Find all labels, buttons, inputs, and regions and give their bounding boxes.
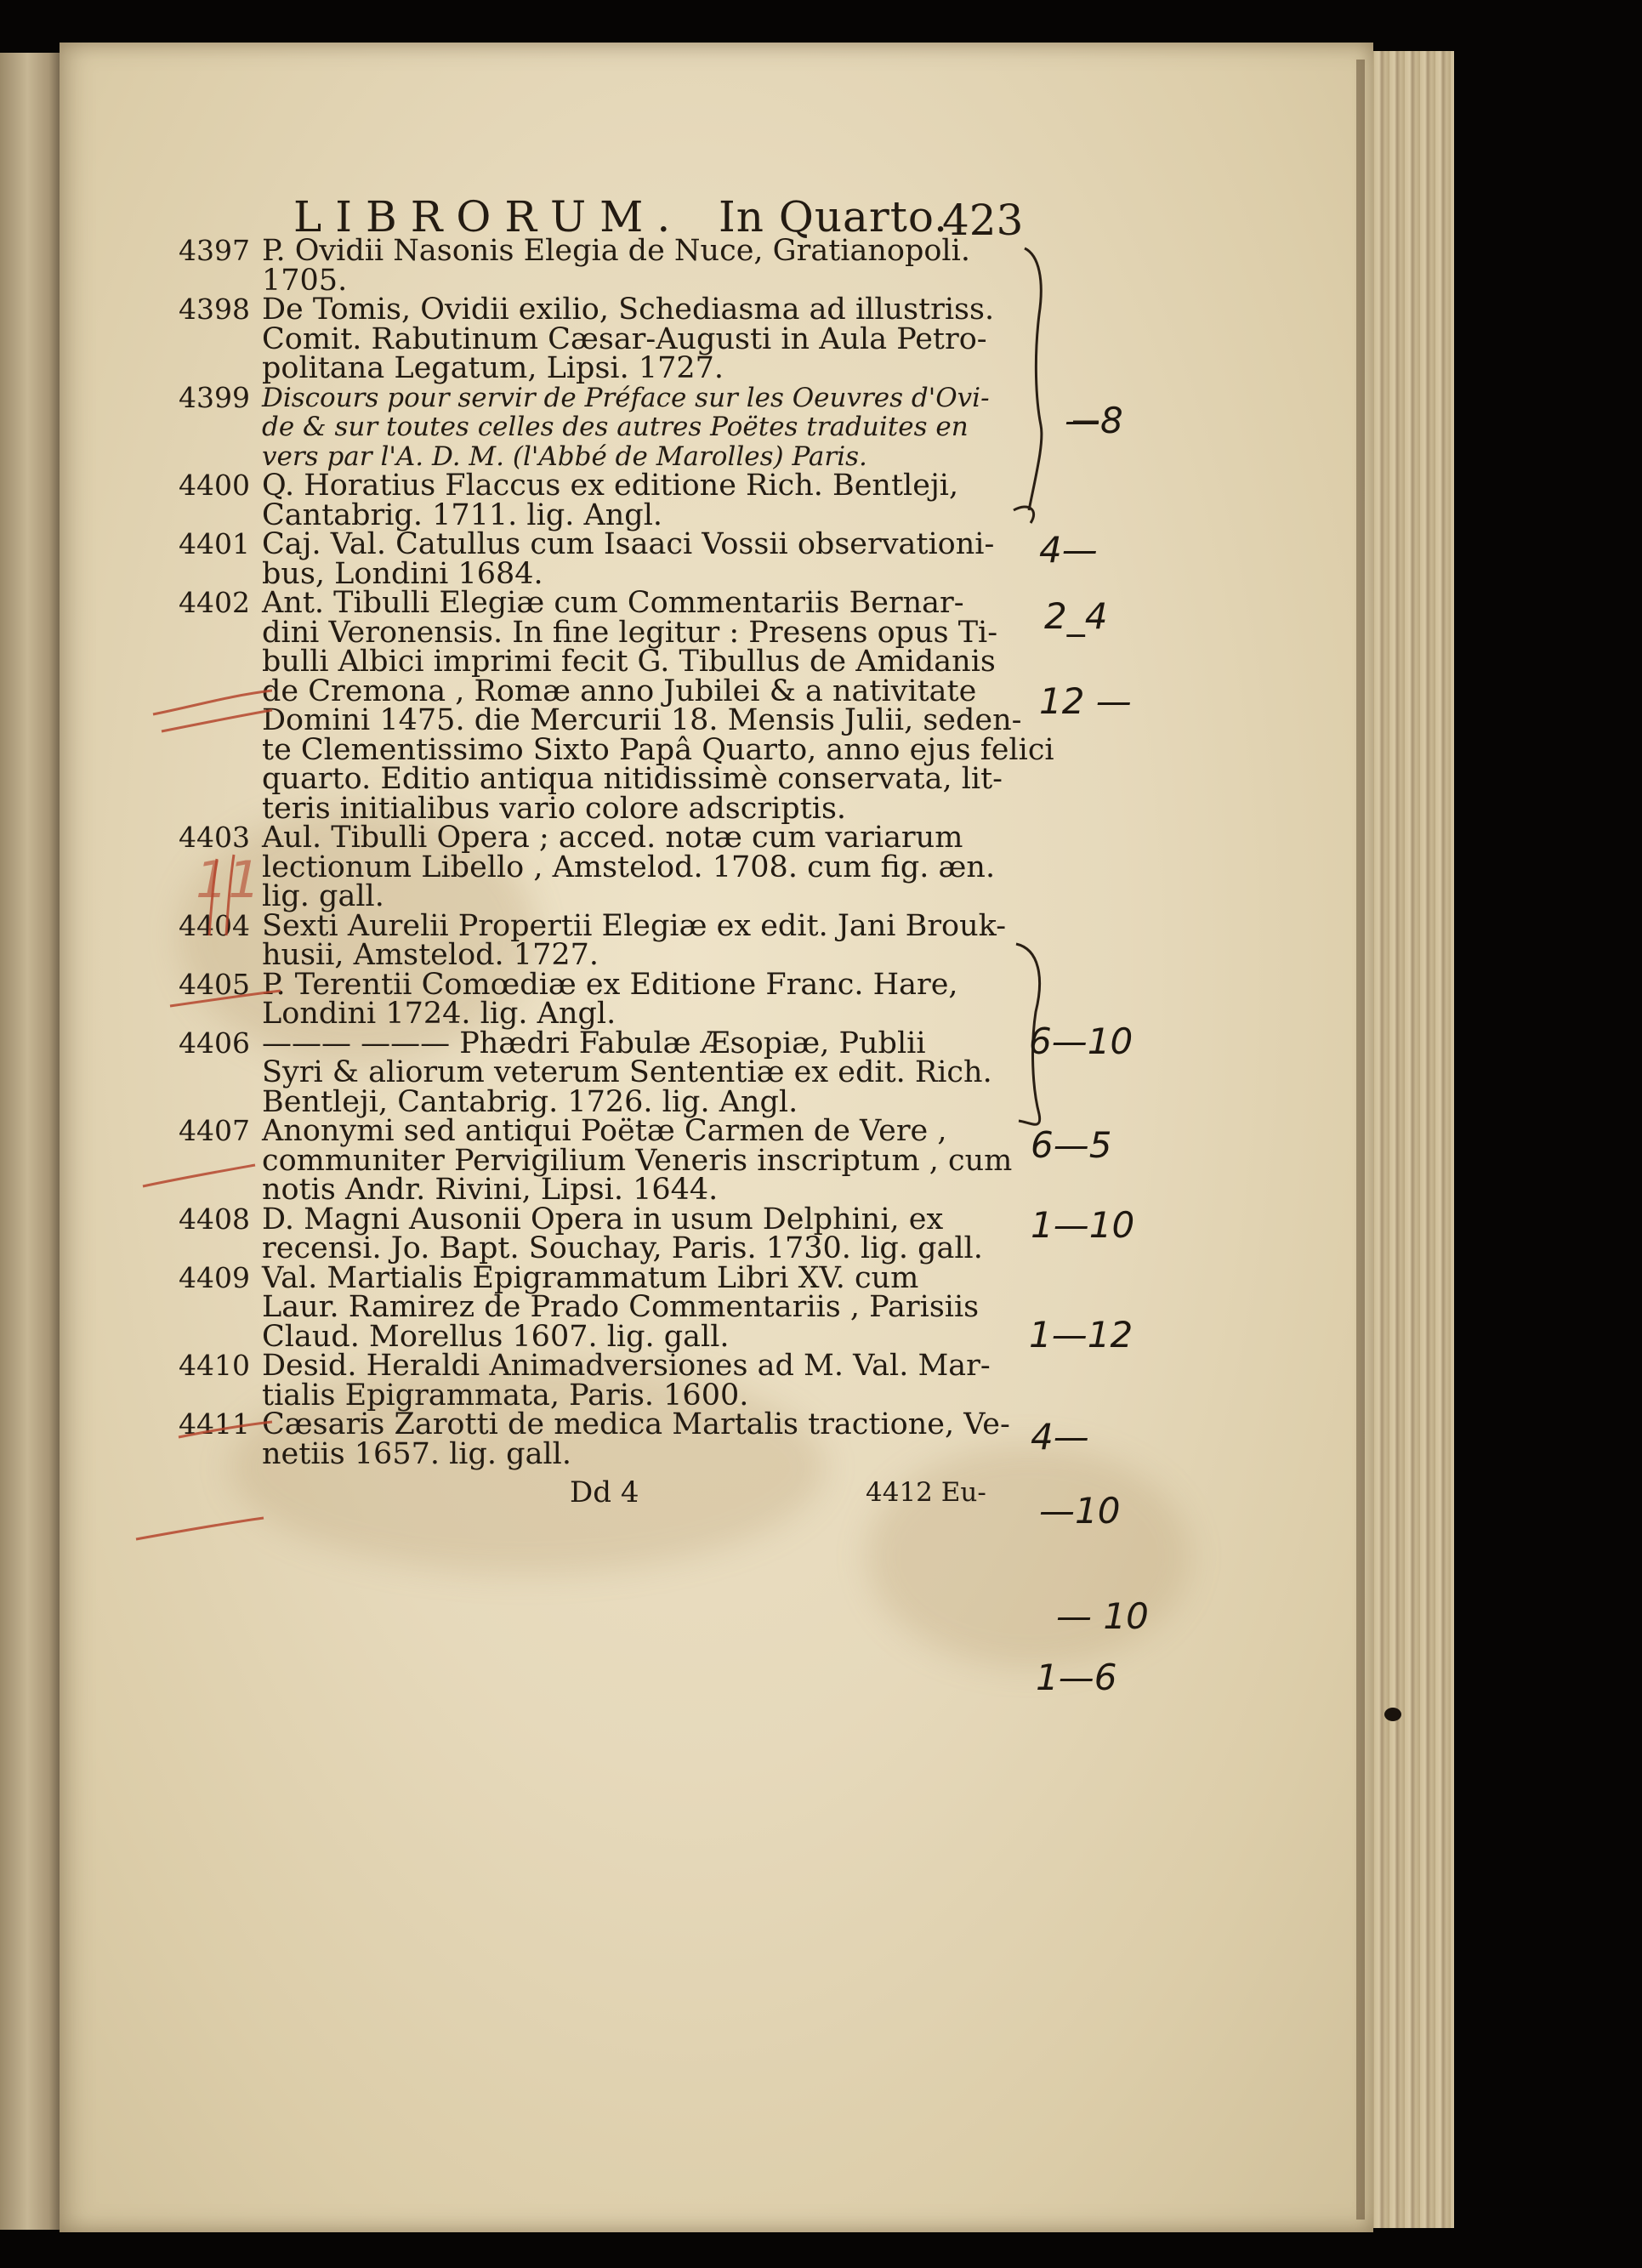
price-annotation: —8 <box>1065 400 1123 441</box>
entry-line: quarto. Editio antiqua nitidissimè conservata, lit- <box>262 762 1003 796</box>
entry-line: Caj. Val. Catullus cum Isaaci Vossii observationi- <box>262 527 995 561</box>
price-annotation: 11 <box>196 850 261 910</box>
entry-line: vers par l'A. D. M. (l'Abbé de Marolles) Paris. <box>262 441 867 472</box>
entry-line: tialis Epigrammata, Paris. 1600. <box>262 1378 749 1413</box>
entry-number: 4399 <box>179 380 250 414</box>
entry-line: de & sur toutes celles des autres Poëtes traduites en <box>262 412 969 442</box>
signature-mark: Dd 4 <box>570 1475 639 1509</box>
price-annotation: 1—12 <box>1029 1314 1133 1356</box>
price-annotation: — 10 <box>1056 1595 1149 1637</box>
price-annotation: 2_4 <box>1044 595 1108 637</box>
red-mark-4405 <box>143 1165 255 1186</box>
entry-number: 4398 <box>179 293 250 326</box>
bracket-4397-4399 <box>1025 248 1042 510</box>
entry-line: notis Andr. Rivini, Lipsi. 1644. <box>262 1173 719 1207</box>
entry-line: husii, Amstelod. 1727. <box>262 938 599 972</box>
entry-line: P. Terentii Comœdiæ ex Editione Franc. Hare, <box>262 967 958 1002</box>
price-annotation: 4— <box>1031 1416 1089 1458</box>
red-mark-4408 <box>179 1422 272 1437</box>
price-annotation: 12 — <box>1039 680 1132 722</box>
entry-line: Ant. Tibulli Elegiæ cum Commentariis Bernar- <box>262 586 964 620</box>
entry-line: Laur. Ramirez de Prado Commentariis , Parisiis <box>262 1290 980 1324</box>
entry-number: 4403 <box>179 821 250 854</box>
entry-line: recensi. Jo. Bapt. Souchay, Paris. 1730. lig. gall. <box>262 1231 983 1265</box>
entry-line: Cantabrig. 1711. lig. Angl. <box>262 497 663 532</box>
red-mark-4403 <box>170 991 281 1006</box>
entry-number: 4400 <box>179 469 250 502</box>
price-annotation: 1—10 <box>1031 1204 1135 1246</box>
entry-line: ——— ——— Phædri Fabulæ Æsopiæ, Publii <box>262 1026 926 1060</box>
entry-number: 4408 <box>179 1202 250 1236</box>
entry-number: 4411 <box>179 1407 250 1441</box>
entry-line: Syri & aliorum veterum Sententiæ ex edit. Rich. <box>262 1055 992 1089</box>
red-mark-4402 <box>153 691 272 714</box>
entry-line: lig. gall. <box>262 879 384 913</box>
entry-number: 4404 <box>179 908 250 942</box>
price-annotation: 4— <box>1039 529 1098 571</box>
entry-line: dini Veronensis. In fine legitur : Presens opus Ti- <box>262 615 998 650</box>
entry-line: bus, Londini 1684. <box>262 556 543 591</box>
entry-number: 4401 <box>179 527 250 560</box>
entry-line: Q. Horatius Flaccus ex editione Rich. Bentleji, <box>262 469 959 503</box>
entry-line: 1705. <box>262 263 348 298</box>
entry-line: teris initialibus vario colore adscriptis. <box>262 791 847 826</box>
entry-line: Desid. Heraldi Animadversiones ad M. Val. Mar- <box>262 1349 991 1383</box>
price-annotation: 6—10 <box>1029 1020 1133 1062</box>
red-mark-4402b <box>162 710 272 731</box>
entry-line: Cæsaris Zarotti de medica Martalis tractione, Ve- <box>262 1407 1010 1441</box>
entry-line: Claud. Morellus 1607. lig. gall. <box>262 1319 730 1354</box>
red-mark-4409 <box>136 1518 264 1539</box>
price-annotation: 1—6 <box>1036 1657 1117 1698</box>
entry-number: 4410 <box>179 1349 250 1382</box>
entry-line: de Cremona , Romæ anno Jubilei & a nativitate <box>262 674 977 708</box>
entry-line: te Clementissimo Sixto Papâ Quarto, anno ejus felici <box>262 732 1054 767</box>
entry-number: 4406 <box>179 1026 250 1060</box>
entry-line: Bentleji, Cantabrig. 1726. lig. Angl. <box>262 1084 798 1119</box>
entry-line: Londini 1724. lig. Angl. <box>262 997 616 1031</box>
entry-line: Discours pour servir de Préface sur les Oeuvres d'Ovi- <box>262 382 990 413</box>
binding-hole <box>1384 1708 1401 1721</box>
entry-line: politana Legatum, Lipsi. 1727. <box>262 351 724 385</box>
running-title: LIBRORUM. <box>293 192 685 242</box>
entry-line: bulli Albici imprimi fecit G. Tibullus de Amidanis <box>262 645 996 679</box>
entry-line: P. Ovidii Nasonis Elegia de Nuce, Gratianopoli. <box>262 234 970 268</box>
entry-line: D. Magni Ausonii Opera in usum Delphini, ex <box>262 1202 944 1236</box>
entry-line: Sexti Aurelii Propertii Elegiæ ex edit. Jani Brouk- <box>262 908 1007 943</box>
entry-line: Domini 1475. die Mercurii 18. Mensis Julii, seden- <box>262 703 1022 737</box>
entry-number: 4402 <box>179 586 250 619</box>
entry-line: Val. Martialis Epigrammatum Libri XV. cum <box>262 1260 919 1295</box>
price-annotation: —10 <box>1039 1490 1121 1532</box>
entry-line: Aul. Tibulli Opera ; acced. notæ cum variarum <box>262 821 963 855</box>
entry-line: netiis 1657. lig. gall. <box>262 1436 571 1471</box>
entry-line: lectionum Libello , Amstelod. 1708. cum fig. æn. <box>262 850 996 884</box>
entry-number: 4409 <box>179 1260 250 1294</box>
catchword: 4412 Eu- <box>866 1477 986 1508</box>
page-number: 423 <box>942 196 1024 245</box>
price-annotation: 6—5 <box>1031 1124 1112 1166</box>
entry-number: 4405 <box>179 967 250 1001</box>
bracket-tail <box>1014 507 1034 523</box>
entry-line: De Tomis, Ovidii exilio, Schediasma ad illustriss. <box>262 293 995 327</box>
entry-line: Comit. Rabutinum Cæsar-Augusti in Aula Petro- <box>262 321 987 356</box>
entry-number: 4397 <box>179 234 250 267</box>
section-title: In Quarto. <box>719 192 948 242</box>
entry-line: communiter Pervigilium Veneris inscriptum , cum <box>262 1143 1013 1178</box>
entry-number: 4407 <box>179 1114 250 1147</box>
entry-line: Anonymi sed antiqui Poëtæ Carmen de Vere , <box>262 1114 947 1148</box>
